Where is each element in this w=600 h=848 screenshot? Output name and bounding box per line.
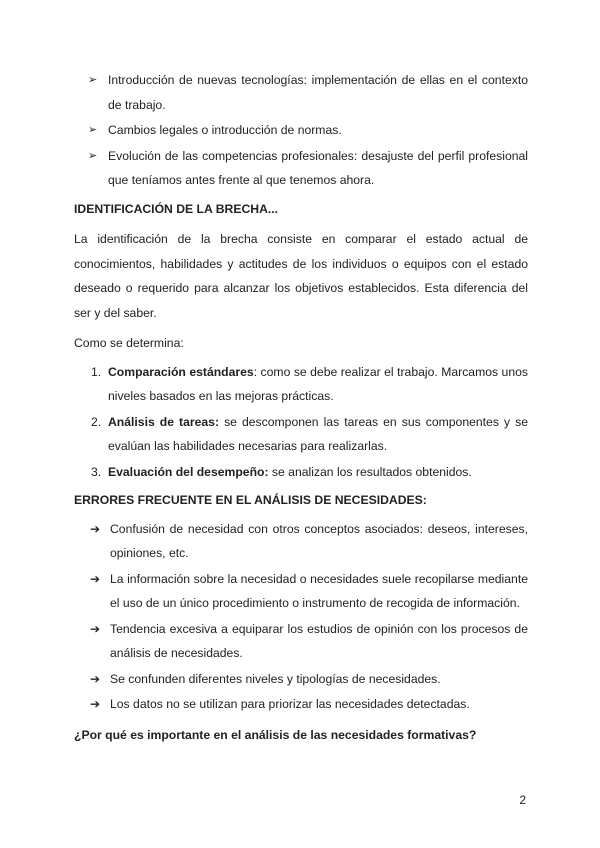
list-number: 1.	[91, 364, 102, 379]
arrow-bullet-icon: ➔	[90, 621, 101, 636]
list-item-text: Los datos no se utilizan para priorizar las necesidades detectadas.	[110, 697, 470, 711]
list-item	[74, 692, 528, 717]
list-item	[74, 667, 528, 692]
list-item	[74, 410, 528, 459]
arrow-bullet-icon: ➔	[90, 521, 101, 536]
list-number: 2.	[91, 414, 102, 429]
list-item-text: Confusión de necesidad con otros conceptos asociados: deseos, intereses, opiniones, etc.	[110, 521, 528, 560]
list-item-text: La información sobre la necesidad o necesidades suele recopilarse mediante el uso de un único procedimiento o instrumento de recogida de información.	[110, 571, 528, 610]
list-item	[74, 460, 528, 485]
arrowhead-bullet-icon: ➢	[88, 123, 98, 136]
list-item	[74, 617, 528, 666]
list-item-text: Evolución de las competencias profesionales: desajuste del perfil profesional que teníamos antes frente al que tenemos ahora.	[108, 148, 528, 187]
list-item	[74, 144, 528, 193]
list-item-term: Comparación estándares	[108, 364, 254, 379]
page-number: 2	[519, 793, 526, 807]
section-heading-question: ¿Por qué es importante en el análisis de las necesidades formativas?	[74, 727, 477, 742]
list-item-text: se descomponen las tareas en sus componentes y se evalúan las habilidades necesarias para realizarlas.	[108, 414, 528, 453]
section-heading-gap: IDENTIFICACIÓN DE LA BRECHA...	[74, 201, 279, 216]
paragraph-how-label: Como se determina:	[74, 336, 184, 350]
arrowhead-bullet-icon: ➢	[88, 148, 98, 162]
arrowhead-bullet-icon: ➢	[88, 73, 98, 86]
paragraph-gap-definition: La identificación de la brecha consiste en comparar el estado actual de conocimientos, habilidades y actitudes de los individuos o equipos con el estado deseado o requerido para alcanzar los objetivos establecidos. Esta diferencia del ser y del saber.	[74, 232, 528, 320]
list-item-text: Cambios legales o introducción de normas.	[108, 123, 342, 137]
list-item-text: Se confunden diferentes niveles y tipologías de necesidades.	[110, 671, 441, 686]
section-heading-errors: ERRORES FRECUENTE EN EL ANÁLISIS DE NECESIDADES:	[74, 493, 427, 507]
list-item	[74, 360, 528, 409]
list-item-term: Evaluación del desempeño:	[108, 464, 269, 479]
list-item-text: Tendencia excesiva a equiparar los estudios de opinión con los procesos de análisis de necesidades.	[110, 621, 528, 660]
arrow-bullet-icon: ➔	[90, 671, 101, 686]
bullet-list-errors	[74, 517, 528, 717]
list-item-text: se analizan los resultados obtenidos.	[268, 464, 472, 479]
list-item-text: : como se debe realizar el trabajo. Marcamos unos niveles basados en las mejoras prácticas.	[108, 364, 528, 403]
page-content	[74, 68, 528, 747]
list-item-term: Análisis de tareas:	[108, 414, 220, 429]
list-item	[74, 118, 528, 143]
list-number: 3.	[91, 464, 102, 479]
list-item	[74, 517, 528, 566]
list-item-text: Introducción de nuevas tecnologías: implementación de ellas en el contexto de trabajo.	[108, 73, 528, 112]
list-item	[74, 68, 528, 117]
arrow-bullet-icon: ➔	[90, 571, 101, 586]
arrow-bullet-icon: ➔	[90, 697, 101, 711]
list-item	[74, 567, 528, 616]
numbered-list-methods	[74, 360, 528, 485]
bullet-list-changes	[74, 68, 528, 193]
